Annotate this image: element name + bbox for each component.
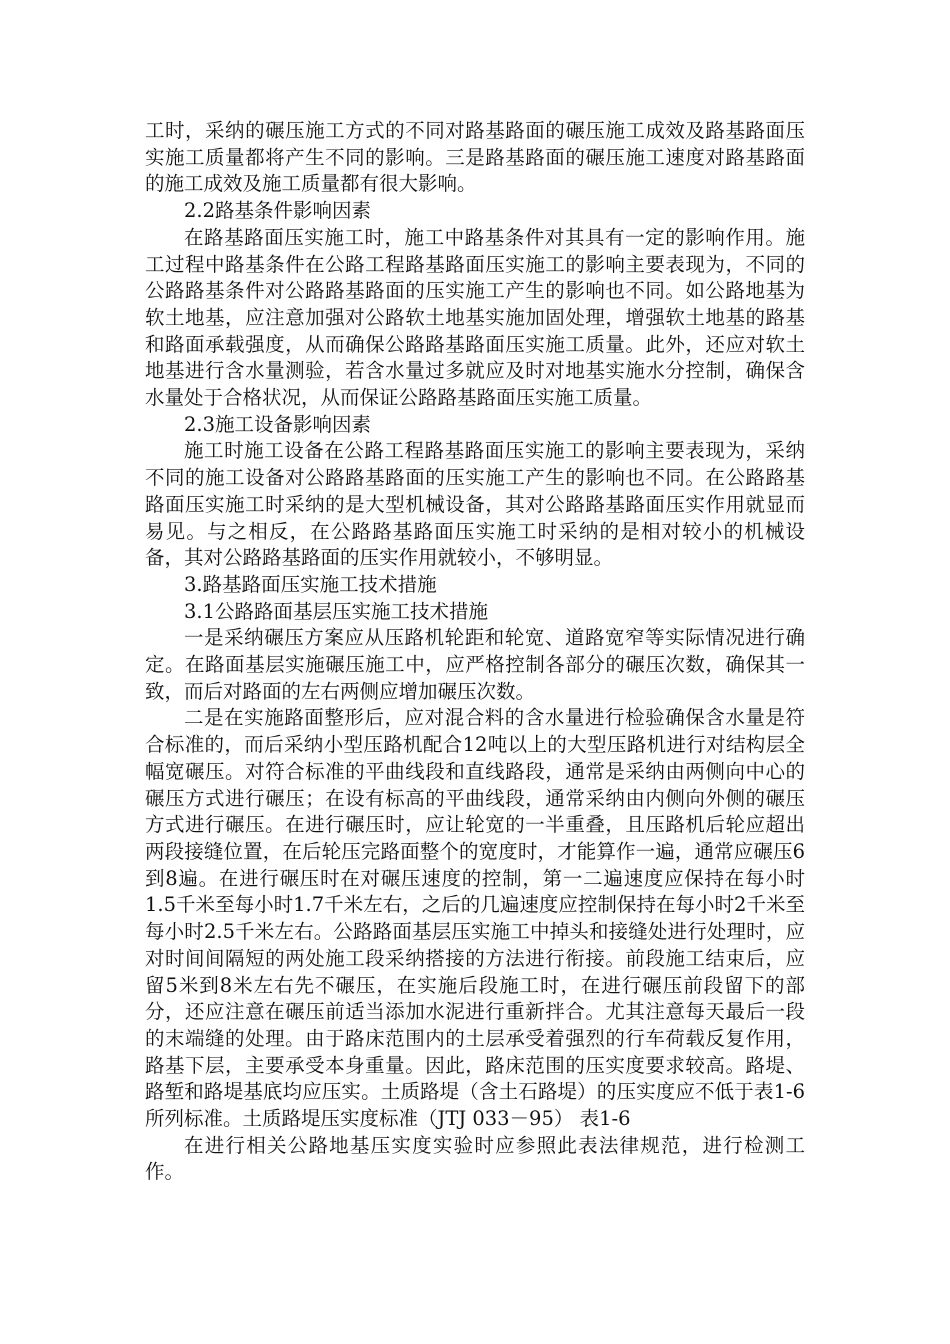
document-body [145, 118, 805, 1186]
section-heading-3: 3.路基路面压实施工技术措施 [184, 572, 437, 596]
paragraph-testing-reference: 在进行相关公路地基压实度实验时应参照此表法律规范，进行检测工作。 [145, 1133, 805, 1184]
paragraph-continuation: 工时，采纳的碾压施工方式的不同对路基路面的碾压施工成效及路基路面压实施工质量都将产生不同的影响。三是路基路面的碾压施工速度对路基路面的施工成效及施工质量都有很大影响。 [145, 119, 805, 196]
paragraph-rolling-plan: 一是采纳碾压方案应从压路机轮距和轮宽、道路宽窄等实际情况进行确定。在路面基层实施碾压施工中，应严格控制各部分的碾压次数，确保其一致，而后对路面的左右两侧应增加碾压次数。 [145, 626, 805, 703]
paragraph-subgrade-conditions: 在路基路面压实施工时，施工中路基条件对其具有一定的影响作用。施工过程中路基条件在公路工程路基路面压实施工的影响主要表现为，不同的公路路基条件对公路路基路面的压实施工产生的影响也不同。如公路地基为软土地基，应注意加强对公路软土地基实施加固处理，增强软土地基的路基和路面承载强度，从而确保公路路基路面压实施工质量。此外，还应对软土地基进行含水量测验，若含水量过多就应及时对地基实施水分控制，确保含水量处于合格状况，从而保证公路路基路面压实施工质量。 [145, 225, 805, 410]
section-heading-2-3: 2.3施工设备影响因素 [184, 412, 372, 436]
paragraph-equipment: 施工时施工设备在公路工程路基路面压实施工的影响主要表现为，采纳不同的施工设备对公路路基路面的压实施工产生的影响也不同。在公路路基路面压实施工时采纳的是大型机械设备，其对公路路基路面压实作用就显而易见。与之相反，在公路路基路面压实施工时采纳的是相对较小的机械设备，其对公路路基路面的压实作用就较小，不够明显。 [145, 439, 805, 570]
section-heading-2-2: 2.2路基条件影响因素 [184, 199, 372, 223]
section-heading-3-1: 3.1公路路面基层压实施工技术措施 [184, 599, 489, 623]
paragraph-rolling-procedure: 二是在实施路面整形后，应对混合料的含水量进行检验确保含水量是符合标准的，而后采纳小型压路机配合12吨以上的大型压路机进行对结构层全幅宽碾压。对符合标准的平曲线段和直线路段，通常是采纳由两侧向中心的碾压方式进行碾压；在设有标高的平曲线段，通常采纳由内侧向外侧的碾压方式进行碾压。在进行碾压时，应让轮宽的一半重叠，且压路机后轮应超出两段接缝位置，在后轮压完路面整个的宽度时，才能算作一遍，通常应碾压6到8遍。在进行碾压时在对碾压速度的控制，第一二遍速度应保持在每小时1.5千米至每小时1.7千米左右，之后的几遍速度应控制保持在每小时2千米至每小时2.5千米左右。公路路面基层压实施工中掉头和接缝处进行处理时，应对时间间隔短的两处施工段采纳搭接的方法进行衔接。前段施工结束后，应留5米到8米左右先不碾压，在实施后段施工时，在进行碾压前段留下的部分，还应注意在碾压前适当添加水泥进行重新拌合。尤其注意每天最后一段的末端缝的处理。由于路床范围内的土层承受着强烈的行车荷载反复作用，路基下层，主要承受本身重量。因此，路床范围的压实度要求较高。路堤、路堑和路堤基底均应压实。土质路堤（含土石路堤）的压实度应不低于表1-6所列标准。土质路堤压实度标准（JTJ 033－95） 表1-6 [145, 706, 805, 1131]
